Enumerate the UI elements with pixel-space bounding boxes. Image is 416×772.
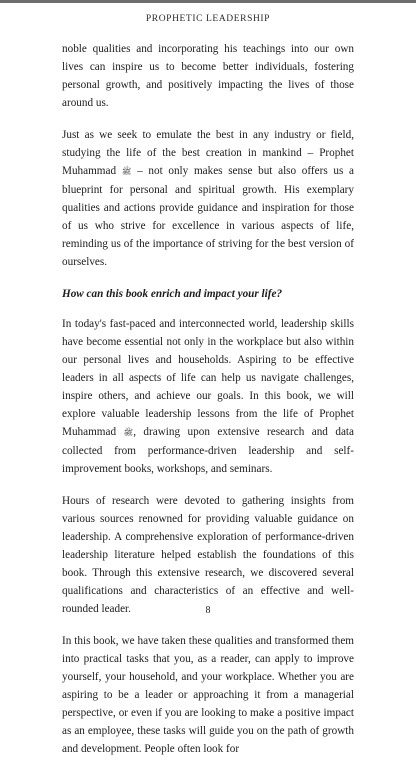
paragraph-5: In this book, we have taken these qualities and transformed them into practical tasks that you, as a reader, can apply to improve yourself, your household, and your workplace. Whether you are aspiring to be a leader or approaching it from a managerial perspective, or even if you are looking to make a positive impact as an employee, these tasks will guide you on the path of growth and development. People often look for xyxy=(62,635,354,755)
running-header: PROPHETIC LEADERSHIP xyxy=(145,14,271,24)
page-body xyxy=(62,40,354,772)
paragraph-3 xyxy=(62,315,354,478)
honorific-symbol: ﷺ xyxy=(123,428,134,437)
paragraph-3-text-b: , drawing upon extensive research and data collected from performance-driven leadership and self-improvement books, workshops, and seminars. xyxy=(62,426,354,475)
page-number: 8 xyxy=(205,605,211,616)
honorific-symbol: ﷺ xyxy=(121,167,132,176)
section-heading: How can this book enrich and impact your life? xyxy=(62,288,283,300)
paragraph-3-text-a: In today's fast-paced and interconnected world, leadership skills have become essential not only in the workplace but also within our personal lives and households. Aspiring to be effective leaders in all aspects of life can help us navigate challenges, inspire others, and achieve our goals. In this book, we will explore valuable leadership lessons from the life of Prophet Muhammad xyxy=(62,318,354,438)
paragraph-2-text-b: – not only makes sense but also offers us a blueprint for personal and spiritual growth. His exemplary qualities and actions provide guidance and inspiration for those of us who strive for excellence in various aspects of life, reminding us of the importance of striving for the best version of ourselves. xyxy=(62,165,354,268)
page-top-border xyxy=(0,0,416,3)
paragraph-2-text-a: Just as we seek to emulate the best in any industry or field, studying the life of the best creation in mankind – Prophet Muhammad xyxy=(62,129,354,177)
paragraph-1: noble qualities and incorporating his teachings into our own lives can inspire us to become better individuals, fostering personal growth, and positively impacting the lives of those around us. xyxy=(62,43,354,109)
paragraph-4: Hours of research were devoted to gathering insights from various sources renowned for providing valuable guidance on leadership. A comprehensive exploration of performance-driven leadership literature helped establish the foundations of this book. Through this extensive research, we discovered several qualifications and characteristics of an effective and well-rounded leader. xyxy=(62,495,354,615)
paragraph-2 xyxy=(62,126,354,271)
